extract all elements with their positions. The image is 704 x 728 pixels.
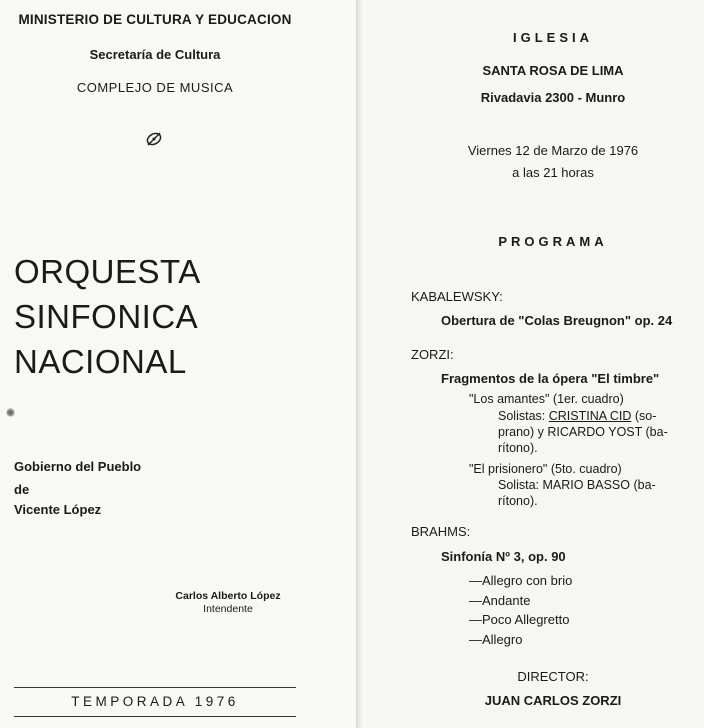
movement-4: —Allegro	[469, 632, 523, 647]
director-label: DIRECTOR:	[517, 669, 589, 684]
zorzi-part2-line2: rítono).	[498, 494, 538, 508]
ministry-heading: MINISTERIO DE CULTURA Y EDUCACION	[18, 12, 292, 27]
composer-zorzi: ZORZI:	[411, 347, 454, 362]
movement-2: —Andante	[469, 593, 531, 608]
work-zorzi: Fragmentos de la ópera "El timbre"	[441, 371, 660, 386]
soloist-ricardo-yost: RICARDO YOST	[547, 425, 643, 439]
mayor-name: Carlos Alberto López	[175, 590, 281, 602]
work-brahms: Sinfonía Nº 3, op. 90	[441, 549, 566, 564]
season-label: TEMPORADA 1976	[71, 694, 239, 709]
season-rule-bottom	[14, 716, 296, 717]
program-heading: PROGRAMA	[498, 234, 608, 249]
season-rule-top	[14, 687, 296, 688]
complex-heading: COMPLEJO DE MUSICA	[76, 80, 234, 95]
orchestra-title-line-3: NACIONAL	[14, 343, 187, 380]
composer-brahms: BRAHMS:	[411, 524, 471, 539]
church-name: SANTA ROSA DE LIMA	[482, 63, 624, 78]
director-name: JUAN CARLOS ZORZI	[484, 693, 622, 708]
emblem-icon	[144, 130, 164, 148]
concert-time: a las 21 horas	[512, 165, 594, 180]
orchestra-title-line-1: ORQUESTA	[14, 253, 201, 290]
orchestra-title-line-2: SINFONICA	[14, 298, 199, 335]
movement-3: —Poco Allegretto	[469, 612, 570, 627]
composer-kabalewsky: KABALEWSKY:	[411, 289, 503, 304]
government-line-1: Gobierno del Pueblo	[14, 459, 142, 474]
zorzi-part2-line1: Solista: MARIO BASSO (ba-	[498, 478, 656, 492]
zorzi-part1-line2: prano) y RICARDO YOST (ba-	[498, 425, 668, 439]
church-address: Rivadavia 2300 - Munro	[480, 90, 626, 105]
movement-1: —Allegro con brio	[469, 573, 573, 588]
zorzi-part1-line3: rítono).	[498, 441, 538, 455]
government-line-2: de	[14, 482, 30, 497]
church-heading: IGLESIA	[512, 30, 593, 45]
government-line-3: Vicente López	[14, 502, 102, 517]
ink-smudge	[6, 408, 15, 417]
soloist-cristina-cid: CRISTINA CID	[548, 409, 632, 423]
mayor-title: Intendente	[203, 603, 253, 615]
work-kabalewsky: Obertura de "Colas Breugnon" op. 24	[441, 313, 673, 328]
secretariat-heading: Secretaría de Cultura	[89, 47, 221, 62]
concert-date: Viernes 12 de Marzo de 1976	[467, 143, 639, 158]
zorzi-part2-title: "El prisionero" (5to. cuadro)	[469, 462, 622, 476]
zorzi-part1-title: "Los amantes" (1er. cuadro)	[469, 392, 624, 406]
zorzi-part1-line1: Solistas: CRISTINA CID (so-	[498, 409, 657, 423]
